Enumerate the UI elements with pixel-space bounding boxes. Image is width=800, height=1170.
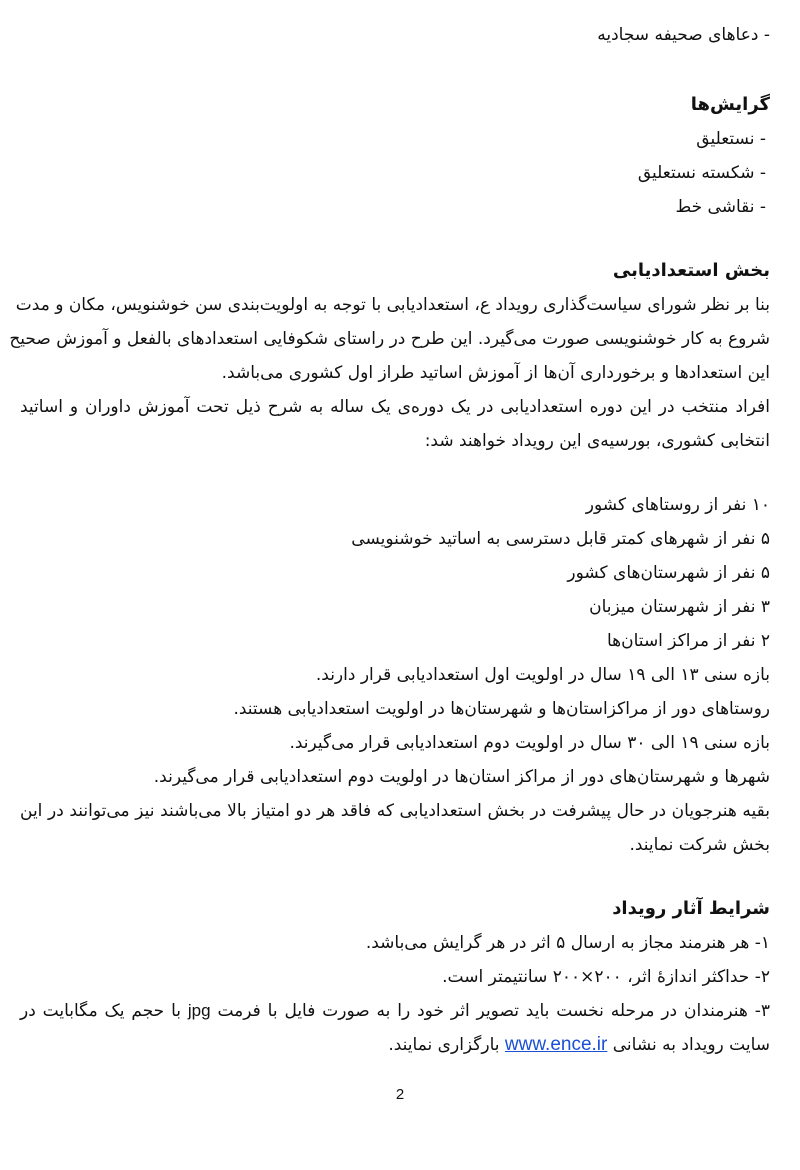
quota-item: ۱۰ نفر از روستاهای کشور [585, 495, 770, 515]
spacer [20, 52, 770, 88]
priority-line: شهرها و شهرستان‌های دور از مراکز استان‌ها در اولویت دوم استعدادیابی قرار می‌گیرند. [153, 767, 770, 787]
talent-heading: بخش استعدادیابی [612, 260, 770, 281]
talent-paragraph-line: شروع به کار خوشنویسی صورت می‌گیرد. این طرح در راستای شکوفایی استعدادهای بالفعل و آموزش صحیح [9, 329, 770, 349]
spacer [20, 224, 770, 254]
condition-item: ۱- هر هنرمند مجاز به ارسال ۵ اثر در هر گرایش می‌باشد. [365, 933, 770, 953]
condition-text: ۳- هنرمندان در مرحله نخست باید تصویر اثر خود را به صورت فایل با فرمت [217, 1001, 770, 1021]
document-page [9, 18, 770, 1062]
condition-item-continuation [20, 1028, 770, 1062]
quota-item: ۵ نفر از شهرهای کمتر قابل دسترسی به اساتید خوشنویسی [351, 529, 770, 549]
conditions-heading: شرایط آثار رویداد [612, 898, 770, 919]
priority-line: بازه سنی ۱۹ الی ۳۰ سال در اولویت دوم استعدادیابی قرار می‌گیرند. [289, 733, 770, 753]
talent-paragraph-line: انتخابی کشوری، بورسیه‌ی این رویداد خواهند شد: [424, 431, 770, 451]
genre-item: - نستعلیق [696, 129, 766, 149]
quota-item: ۲ نفر از مراکز استان‌ها [607, 631, 770, 651]
condition-text: سایت رویداد به نشانی [612, 1035, 770, 1055]
quota-item: ۵ نفر از شهرستان‌های کشور [567, 563, 770, 583]
condition-item [20, 994, 770, 1028]
intro-list-item: - دعاهای صحیفه سجادیه [597, 25, 770, 45]
website-link[interactable]: www.ence.ir [504, 1034, 608, 1055]
genres-heading: گرایش‌ها [690, 94, 770, 115]
talent-paragraph-line: بنا بر نظر شورای سیاست‌گذاری رویداد ع، استعدادیابی با توجه به اولویت‌بندی سن خوشنویس، مکان و مدت [15, 295, 770, 315]
talent-paragraph-line: این استعدادها و برخورداری آن‌ها از آموزش اساتید طراز اول کشوری می‌باشد. [221, 363, 770, 383]
spacer [20, 862, 770, 892]
condition-text: بارگزاری نمایند. [388, 1035, 500, 1055]
condition-item: ۲- حداکثر اندازهٔ اثر، ۲۰۰×۲۰۰ سانتیمتر است. [442, 967, 770, 987]
remainder-line: بقیه هنرجویان در حال پیشرفت در بخش استعدادیابی که فاقد هر دو امتیاز بالا می‌باشند نیز می‌توانند در این [20, 801, 770, 821]
priority-line: روستاهای دور از مراکزاستان‌ها و شهرستان‌ها در اولویت استعدادیابی هستند. [233, 699, 770, 719]
talent-paragraph-line: افراد منتخب در این دوره استعدادیابی در یک دوره‌ی یک ساله به شرح ذیل تحت آموزش داوران و اساتید [20, 397, 770, 417]
genre-item: - شکسته نستعلیق [637, 163, 766, 183]
remainder-line: بخش شرکت نمایند. [629, 835, 770, 855]
quota-item: ۳ نفر از شهرستان میزبان [589, 597, 770, 617]
genre-item: - نقاشی خط [675, 197, 766, 217]
condition-text: با حجم یک مگابایت در [20, 1001, 181, 1021]
file-format: jpg [187, 1001, 211, 1020]
page-number: 2 [395, 1086, 405, 1103]
priority-line: بازه سنی ۱۳ الی ۱۹ سال در اولویت اول استعدادیابی قرار دارند. [315, 665, 770, 685]
spacer [20, 458, 770, 488]
